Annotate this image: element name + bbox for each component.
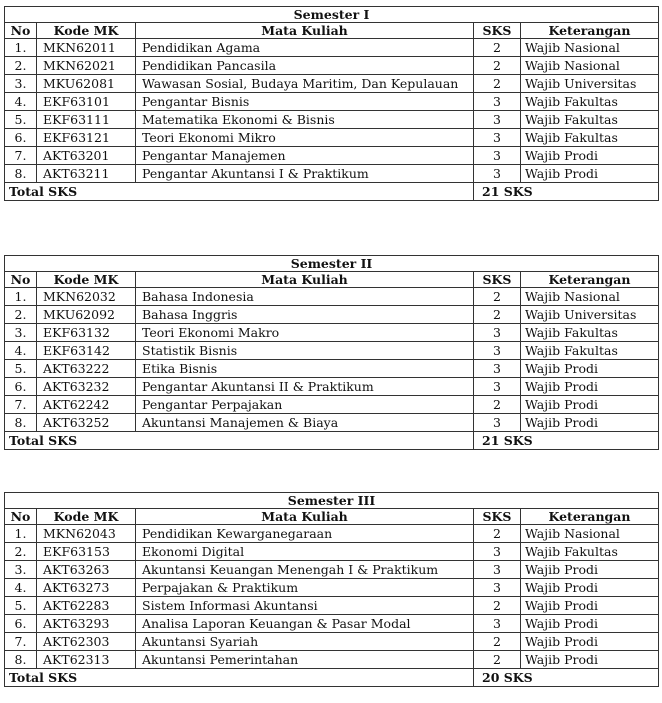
table-row [5, 342, 659, 360]
course-no: 8. [5, 165, 37, 183]
course-no: 8. [5, 651, 37, 669]
header-kode: Kode MK [37, 23, 136, 39]
course-code: AKT63273 [37, 579, 136, 597]
total-label: Total SKS [5, 432, 474, 450]
header-mata-kuliah: Mata Kuliah [136, 23, 474, 39]
course-note: Wajib Prodi [521, 378, 659, 396]
course-code: EKF63153 [37, 543, 136, 561]
table-row [5, 93, 659, 111]
course-sks: 3 [474, 543, 521, 561]
course-code: AKT63211 [37, 165, 136, 183]
course-no: 4. [5, 93, 37, 111]
semester-3-table [4, 492, 659, 687]
course-no: 7. [5, 633, 37, 651]
course-code: AKT62242 [37, 396, 136, 414]
course-note: Wajib Nasional [521, 57, 659, 75]
course-code: EKF63142 [37, 342, 136, 360]
header-keterangan: Keterangan [521, 272, 659, 288]
course-sks: 3 [474, 360, 521, 378]
course-code: MKN62011 [37, 39, 136, 57]
total-label: Total SKS [5, 669, 474, 687]
course-no: 6. [5, 129, 37, 147]
course-note: Wajib Nasional [521, 525, 659, 543]
header-kode: Kode MK [37, 272, 136, 288]
course-no: 1. [5, 288, 37, 306]
total-sks: 20 SKS [474, 669, 659, 687]
course-no: 5. [5, 360, 37, 378]
course-code: AKT62313 [37, 651, 136, 669]
course-code: AKT63293 [37, 615, 136, 633]
course-no: 7. [5, 396, 37, 414]
course-sks: 2 [474, 633, 521, 651]
course-no: 2. [5, 57, 37, 75]
table-row [5, 414, 659, 432]
course-name: Pendidikan Agama [136, 39, 474, 57]
table-row [5, 525, 659, 543]
table-row [5, 165, 659, 183]
course-note: Wajib Prodi [521, 414, 659, 432]
course-code: EKF63111 [37, 111, 136, 129]
course-note: Wajib Prodi [521, 360, 659, 378]
course-code: AKT63232 [37, 378, 136, 396]
course-name: Akuntansi Keuangan Menengah I & Praktikum [136, 561, 474, 579]
total-sks: 21 SKS [474, 183, 659, 201]
course-note: Wajib Universitas [521, 75, 659, 93]
course-table [4, 492, 659, 687]
course-note: Wajib Fakultas [521, 129, 659, 147]
course-name: Matematika Ekonomi & Bisnis [136, 111, 474, 129]
table-row [5, 57, 659, 75]
course-name: Pengantar Akuntansi II & Praktikum [136, 378, 474, 396]
course-table [4, 255, 659, 450]
course-code: MKN62043 [37, 525, 136, 543]
semester-title: Semester I [5, 7, 659, 23]
table-row [5, 561, 659, 579]
course-note: Wajib Nasional [521, 39, 659, 57]
course-name: Bahasa Inggris [136, 306, 474, 324]
course-note: Wajib Prodi [521, 651, 659, 669]
course-no: 4. [5, 579, 37, 597]
semester-title: Semester III [5, 493, 659, 509]
course-no: 3. [5, 561, 37, 579]
course-name: Teori Ekonomi Mikro [136, 129, 474, 147]
table-row [5, 360, 659, 378]
course-sks: 3 [474, 615, 521, 633]
course-name: Pengantar Bisnis [136, 93, 474, 111]
course-no: 7. [5, 147, 37, 165]
course-sks: 3 [474, 165, 521, 183]
course-note: Wajib Prodi [521, 396, 659, 414]
header-sks: SKS [474, 272, 521, 288]
table-row [5, 651, 659, 669]
course-sks: 3 [474, 129, 521, 147]
course-name: Akuntansi Syariah [136, 633, 474, 651]
course-name: Etika Bisnis [136, 360, 474, 378]
course-name: Pendidikan Kewarganegaraan [136, 525, 474, 543]
table-row [5, 597, 659, 615]
course-no: 8. [5, 414, 37, 432]
table-row [5, 615, 659, 633]
course-sks: 3 [474, 342, 521, 360]
course-sks: 3 [474, 579, 521, 597]
course-code: MKN62021 [37, 57, 136, 75]
course-sks: 2 [474, 57, 521, 75]
course-name: Wawasan Sosial, Budaya Maritim, Dan Kepulauan [136, 75, 474, 93]
total-row [5, 669, 659, 687]
course-no: 5. [5, 111, 37, 129]
course-code: EKF63121 [37, 129, 136, 147]
table-row [5, 147, 659, 165]
course-code: AKT62283 [37, 597, 136, 615]
semester-1-table [4, 6, 659, 201]
total-label: Total SKS [5, 183, 474, 201]
course-no: 3. [5, 75, 37, 93]
header-mata-kuliah: Mata Kuliah [136, 272, 474, 288]
course-note: Wajib Fakultas [521, 111, 659, 129]
course-sks: 3 [474, 93, 521, 111]
course-sks: 3 [474, 414, 521, 432]
total-sks: 21 SKS [474, 432, 659, 450]
table-row [5, 288, 659, 306]
course-code: MKU62081 [37, 75, 136, 93]
course-name: Ekonomi Digital [136, 543, 474, 561]
table-row [5, 396, 659, 414]
table-row [5, 633, 659, 651]
course-sks: 3 [474, 324, 521, 342]
course-note: Wajib Fakultas [521, 342, 659, 360]
course-note: Wajib Prodi [521, 561, 659, 579]
course-sks: 2 [474, 75, 521, 93]
course-name: Sistem Informasi Akuntansi [136, 597, 474, 615]
course-code: MKN62032 [37, 288, 136, 306]
course-sks: 2 [474, 39, 521, 57]
course-name: Analisa Laporan Keuangan & Pasar Modal [136, 615, 474, 633]
table-row [5, 75, 659, 93]
course-note: Wajib Prodi [521, 579, 659, 597]
table-row [5, 378, 659, 396]
total-row [5, 432, 659, 450]
semester-2-table [4, 255, 659, 450]
header-keterangan: Keterangan [521, 509, 659, 525]
course-no: 5. [5, 597, 37, 615]
course-name: Teori Ekonomi Makro [136, 324, 474, 342]
total-row [5, 183, 659, 201]
course-note: Wajib Prodi [521, 165, 659, 183]
course-note: Wajib Fakultas [521, 324, 659, 342]
semester-title: Semester II [5, 256, 659, 272]
table-row [5, 324, 659, 342]
header-kode: Kode MK [37, 509, 136, 525]
header-no: No [5, 272, 37, 288]
course-sks: 2 [474, 396, 521, 414]
course-name: Bahasa Indonesia [136, 288, 474, 306]
header-mata-kuliah: Mata Kuliah [136, 509, 474, 525]
course-no: 4. [5, 342, 37, 360]
course-code: EKF63101 [37, 93, 136, 111]
course-sks: 2 [474, 525, 521, 543]
table-row [5, 129, 659, 147]
course-no: 2. [5, 543, 37, 561]
table-row [5, 39, 659, 57]
course-note: Wajib Prodi [521, 147, 659, 165]
header-keterangan: Keterangan [521, 23, 659, 39]
course-code: MKU62092 [37, 306, 136, 324]
course-name: Pengantar Perpajakan [136, 396, 474, 414]
course-sks: 3 [474, 111, 521, 129]
course-code: AKT63263 [37, 561, 136, 579]
course-no: 1. [5, 525, 37, 543]
course-name: Statistik Bisnis [136, 342, 474, 360]
course-sks: 3 [474, 147, 521, 165]
course-code: AKT63252 [37, 414, 136, 432]
course-sks: 2 [474, 288, 521, 306]
course-name: Akuntansi Pemerintahan [136, 651, 474, 669]
header-sks: SKS [474, 509, 521, 525]
course-no: 2. [5, 306, 37, 324]
course-no: 1. [5, 39, 37, 57]
course-no: 3. [5, 324, 37, 342]
course-note: Wajib Fakultas [521, 93, 659, 111]
course-note: Wajib Fakultas [521, 543, 659, 561]
header-no: No [5, 509, 37, 525]
course-sks: 2 [474, 597, 521, 615]
course-sks: 2 [474, 306, 521, 324]
course-code: AKT62303 [37, 633, 136, 651]
table-row [5, 111, 659, 129]
course-sks: 3 [474, 378, 521, 396]
course-sks: 3 [474, 561, 521, 579]
course-note: Wajib Nasional [521, 288, 659, 306]
table-row [5, 543, 659, 561]
course-name: Pengantar Manajemen [136, 147, 474, 165]
course-name: Perpajakan & Praktikum [136, 579, 474, 597]
course-no: 6. [5, 615, 37, 633]
table-row [5, 579, 659, 597]
course-code: AKT63222 [37, 360, 136, 378]
header-sks: SKS [474, 23, 521, 39]
course-name: Akuntansi Manajemen & Biaya [136, 414, 474, 432]
header-no: No [5, 23, 37, 39]
course-note: Wajib Prodi [521, 615, 659, 633]
table-row [5, 306, 659, 324]
course-name: Pendidikan Pancasila [136, 57, 474, 75]
course-code: AKT63201 [37, 147, 136, 165]
course-note: Wajib Prodi [521, 597, 659, 615]
course-note: Wajib Universitas [521, 306, 659, 324]
course-note: Wajib Prodi [521, 633, 659, 651]
course-table [4, 6, 659, 201]
course-no: 6. [5, 378, 37, 396]
course-code: EKF63132 [37, 324, 136, 342]
course-sks: 2 [474, 651, 521, 669]
course-name: Pengantar Akuntansi I & Praktikum [136, 165, 474, 183]
